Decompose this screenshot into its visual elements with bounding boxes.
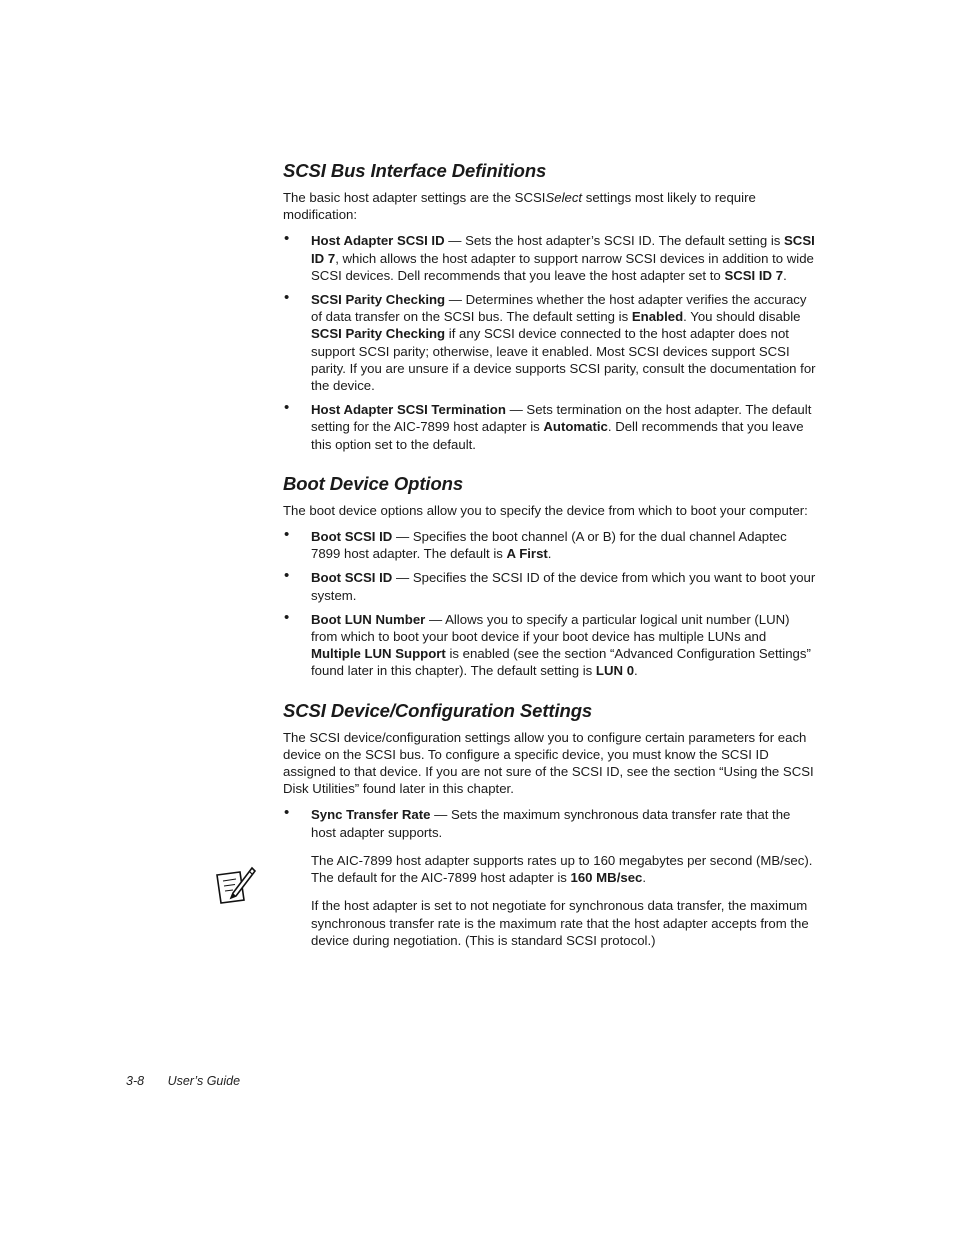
- bullet-icon: •: [284, 289, 290, 307]
- sub-paragraph: The AIC-7899 host adapter supports rates up to 160 megabytes per second (MB/sec). The default for the AIC-7899 host adapter is 160 MB/sec.: [311, 852, 813, 886]
- list-item: • SCSI Parity Checking — Determines whether the host adapter verifies the accuracy of data transfer on the SCSI bus. The default setting is Enabled. You should disable SCSI Parity Checking if any SCSI device connected to the host adapter does not support SCSI parity; otherwise, leave it enabled. Most SCSI devices support SCSI parity. If you are unsure if a device supports SCSI parity, consult the documentation for the device.: [284, 289, 816, 394]
- bullet-icon: •: [284, 230, 290, 248]
- guide-title: User’s Guide: [167, 1074, 241, 1088]
- section-intro: The basic host adapter settings are the SCSISelect settings most likely to require modification:: [283, 190, 756, 223]
- bullet-list: [283, 232, 818, 452]
- bullet-icon: •: [284, 526, 290, 544]
- section-heading: SCSI Bus Interface Definitions: [283, 160, 547, 181]
- bullet-list: [283, 528, 818, 680]
- section-intro: The SCSI device/configuration settings allow you to configure certain parameters for each device on the SCSI bus. To configure a specific device, you must know the SCSI ID assigned to that device. If you are not sure of the SCSI ID, see the section “Using the SCSI Disk Utilities” found later in this chapter.: [283, 729, 814, 797]
- note-pencil-icon: [214, 866, 256, 906]
- bullet-list: [283, 806, 818, 948]
- bullet-icon: •: [284, 399, 290, 417]
- list-item: • Boot SCSI ID — Specifies the boot channel (A or B) for the dual channel Adaptec 7899 host adapter. The default is A First.: [284, 526, 787, 562]
- list-item: • Host Adapter SCSI ID — Sets the host adapter’s SCSI ID. The default setting is SCSI ID 7, which allows the host adapter to support narrow SCSI devices in addition to wide SCSI devices. Dell recommends that you leave the host adapter set to SCSI ID 7.: [284, 230, 815, 283]
- section-intro: The boot device options allow you to specify the device from which to boot your computer:: [283, 502, 808, 518]
- sub-paragraph: If the host adapter is set to not negotiate for synchronous data transfer, the maximum synchronous transfer rate is the maximum rate that the host adapter accepts from the device during negotiation. (This is standard SCSI protocol.): [311, 898, 809, 948]
- bullet-icon: •: [284, 608, 290, 626]
- section-heading: SCSI Device/Configuration Settings: [283, 699, 593, 721]
- bullet-icon: •: [284, 567, 290, 585]
- bullet-icon: •: [284, 804, 290, 822]
- section-scsi-bus-interface: [283, 160, 818, 453]
- list-item: • Host Adapter SCSI Termination — Sets termination on the host adapter. The default setting for the AIC-7899 host adapter is Automatic. Dell recommends that you leave this option set to the default.: [284, 399, 812, 452]
- section-boot-device-options: [283, 473, 818, 680]
- page-content: [283, 160, 818, 956]
- page-number: 3-8: [126, 1074, 145, 1088]
- page-footer: [126, 1074, 260, 1088]
- list-item: • Sync Transfer Rate — Sets the maximum synchronous data transfer rate that the host adapter supports. The AIC-7899 host adapter supports rates up to 160 megabytes per second (MB/sec). The default for the AIC-7899 host adapter is 160 MB/sec. If the host adapter is set to not negotiate for synchronous data transfer, the maximum synchronous transfer rate is the maximum rate that the host adapter accepts from the device during negotiation. (This is standard SCSI protocol.): [283, 806, 818, 948]
- section-heading: Boot Device Options: [283, 472, 464, 494]
- list-item: • Boot SCSI ID — Specifies the SCSI ID of the device from which you want to boot your system.: [284, 567, 816, 603]
- list-item: • Boot LUN Number — Allows you to specify a particular logical unit number (LUN) from which to boot your boot device if your boot device has multiple LUNs and Multiple LUN Support is enabled (see the section “Advanced Configuration Settings” found later in this chapter). The default setting is LUN 0.: [284, 608, 811, 679]
- section-scsi-device-configuration: [283, 700, 818, 949]
